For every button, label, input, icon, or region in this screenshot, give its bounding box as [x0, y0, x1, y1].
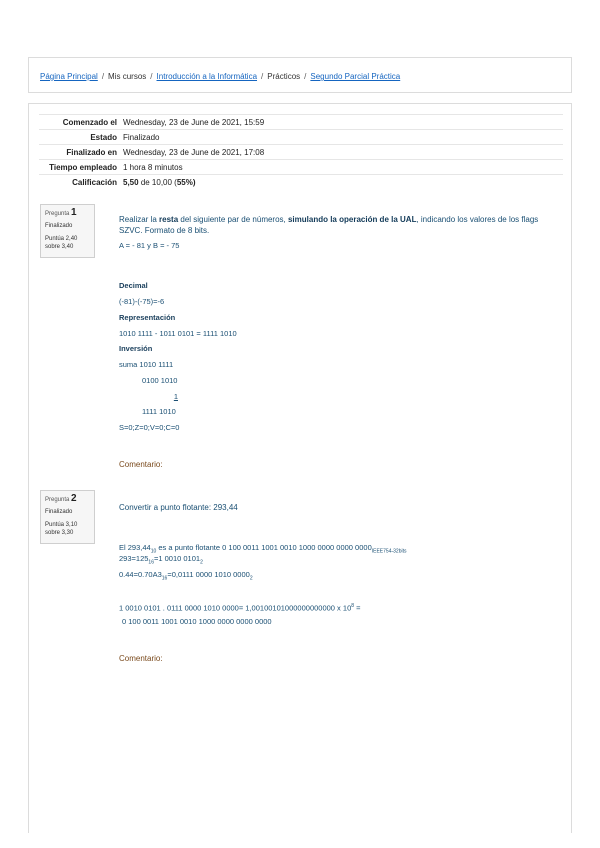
answer-line — [119, 554, 203, 568]
question-2-info — [40, 490, 95, 544]
summary-label: Calificación — [72, 178, 117, 187]
breadcrumb-quiz-link[interactable]: Segundo Parcial Práctica — [310, 72, 401, 81]
summary-value — [123, 175, 196, 189]
breadcrumb-separator: / — [304, 72, 307, 81]
answer-line — [119, 570, 253, 584]
answer-line: 1010 1111 - 1011 0101 = 1111 1010 — [119, 329, 237, 338]
grade-score: 5,50 — [123, 178, 139, 187]
answer-line: (-81)-(-75)=-6 — [119, 297, 165, 306]
summary-row-time-taken — [39, 159, 563, 174]
breadcrumb — [40, 72, 400, 81]
summary-label: Estado — [90, 133, 117, 142]
question-number — [45, 495, 90, 504]
summary-value: Finalizado — [123, 133, 160, 142]
question-text-part: del siguiente par de números, — [178, 215, 288, 224]
question-state: Finalizado — [45, 509, 73, 515]
answer-text: 293=125 — [119, 554, 149, 563]
answer-text: = — [354, 603, 361, 613]
question-1-comment: Comentario: — [119, 460, 163, 469]
breadcrumb-card — [28, 57, 572, 93]
answer-line: 0 100 0011 1001 0010 1000 0000 0000 0000 — [122, 617, 272, 626]
question-label: Pregunta — [45, 497, 70, 503]
answer-text: 1 0010 0101 . 0111 0000 1010 0000= 1,00100101000000000000 x 10 — [119, 603, 352, 613]
summary-label: Tiempo empleado — [49, 163, 117, 172]
question-2-text: Convertir a punto flotante: 293,44 — [119, 503, 238, 512]
answer-subscript: 10 — [150, 548, 157, 555]
summary-row-started — [39, 114, 563, 129]
answer-text: =0,0111 0000 1010 0000 — [167, 570, 250, 579]
question-label: Pregunta — [45, 211, 70, 217]
answer-text: El 293,44 — [119, 543, 151, 552]
question-number-value: 2 — [71, 493, 77, 504]
question-number-value: 1 — [71, 207, 77, 218]
answer-subscript: 16 — [161, 575, 168, 582]
summary-label: Finalizado en — [66, 148, 117, 157]
breadcrumb-course-link[interactable]: Introducción a la Informática — [156, 72, 258, 81]
question-2-comment: Comentario: — [119, 654, 163, 663]
summary-row-grade — [39, 174, 563, 189]
question-text-part: Realizar la — [119, 215, 160, 224]
breadcrumb-separator: / — [150, 72, 153, 81]
summary-label: Comenzado el — [62, 118, 117, 127]
breadcrumb-section[interactable]: Prácticos — [267, 72, 301, 81]
grade-percent: 55 — [176, 178, 186, 187]
answer-subscript: 16 — [148, 559, 154, 566]
grade-out-of: de 10,00 ( — [140, 178, 177, 187]
question-number — [45, 209, 90, 218]
answer-superscript: 8 — [351, 603, 355, 609]
answer-subscript: 2 — [249, 575, 253, 582]
answer-text: es a punto flotante 0 100 0011 1001 0010 1000 0000 0000 0000 — [156, 543, 372, 552]
quiz-review-card — [28, 103, 572, 833]
breadcrumb-home-link[interactable]: Página Principal — [40, 72, 98, 81]
question-grade: Puntúa 2,40 sobre 3,40 — [45, 236, 78, 250]
answer-line: S=0;Z=0;V=0;C=0 — [119, 423, 180, 432]
summary-value: 1 hora 8 minutos — [123, 163, 183, 172]
breadcrumb-my-courses[interactable]: Mis cursos — [108, 72, 147, 81]
answer-heading-inversion: Inversión — [119, 344, 153, 353]
answer-line: 1111 1010 — [142, 407, 176, 416]
answer-line — [119, 601, 361, 614]
summary-row-state — [39, 129, 563, 144]
summary-value: Wednesday, 23 de June de 2021, 15:59 — [123, 118, 265, 127]
grade-percent-end: %) — [185, 178, 196, 187]
question-text-part: , indicando los valores de los flags SZVC. Formato de 8 bits. — [119, 215, 539, 235]
answer-subscript: 2 — [200, 559, 203, 566]
answer-subscript: IEEE754-32bits — [371, 548, 407, 555]
answer-line: suma 1010 1111 — [119, 360, 174, 369]
answer-text: 0.44=0.70A3 — [119, 570, 162, 579]
breadcrumb-separator: / — [101, 72, 105, 81]
summary-row-finished — [39, 144, 563, 159]
question-1-text — [119, 214, 549, 236]
answer-line: 0100 1010 — [142, 376, 178, 385]
breadcrumb-separator: / — [261, 72, 264, 81]
answer-line: 1 — [173, 392, 178, 401]
question-grade: Puntúa 3,10 sobre 3,30 — [45, 522, 78, 536]
question-1-info — [40, 204, 95, 258]
question-text-bold: simulando la operación de la UAL — [287, 215, 417, 224]
question-state: Finalizado — [45, 223, 73, 229]
answer-text: =1 0010 0101 — [153, 554, 201, 563]
attempt-summary-table — [39, 114, 563, 189]
summary-value: Wednesday, 23 de June de 2021, 17:08 — [123, 148, 265, 157]
question-text-bold: resta — [159, 215, 179, 224]
answer-heading-decimal: Decimal — [119, 281, 148, 290]
answer-heading-representation: Representación — [119, 313, 176, 322]
question-1-operands: A = - 81 y B = - 75 — [119, 241, 180, 250]
